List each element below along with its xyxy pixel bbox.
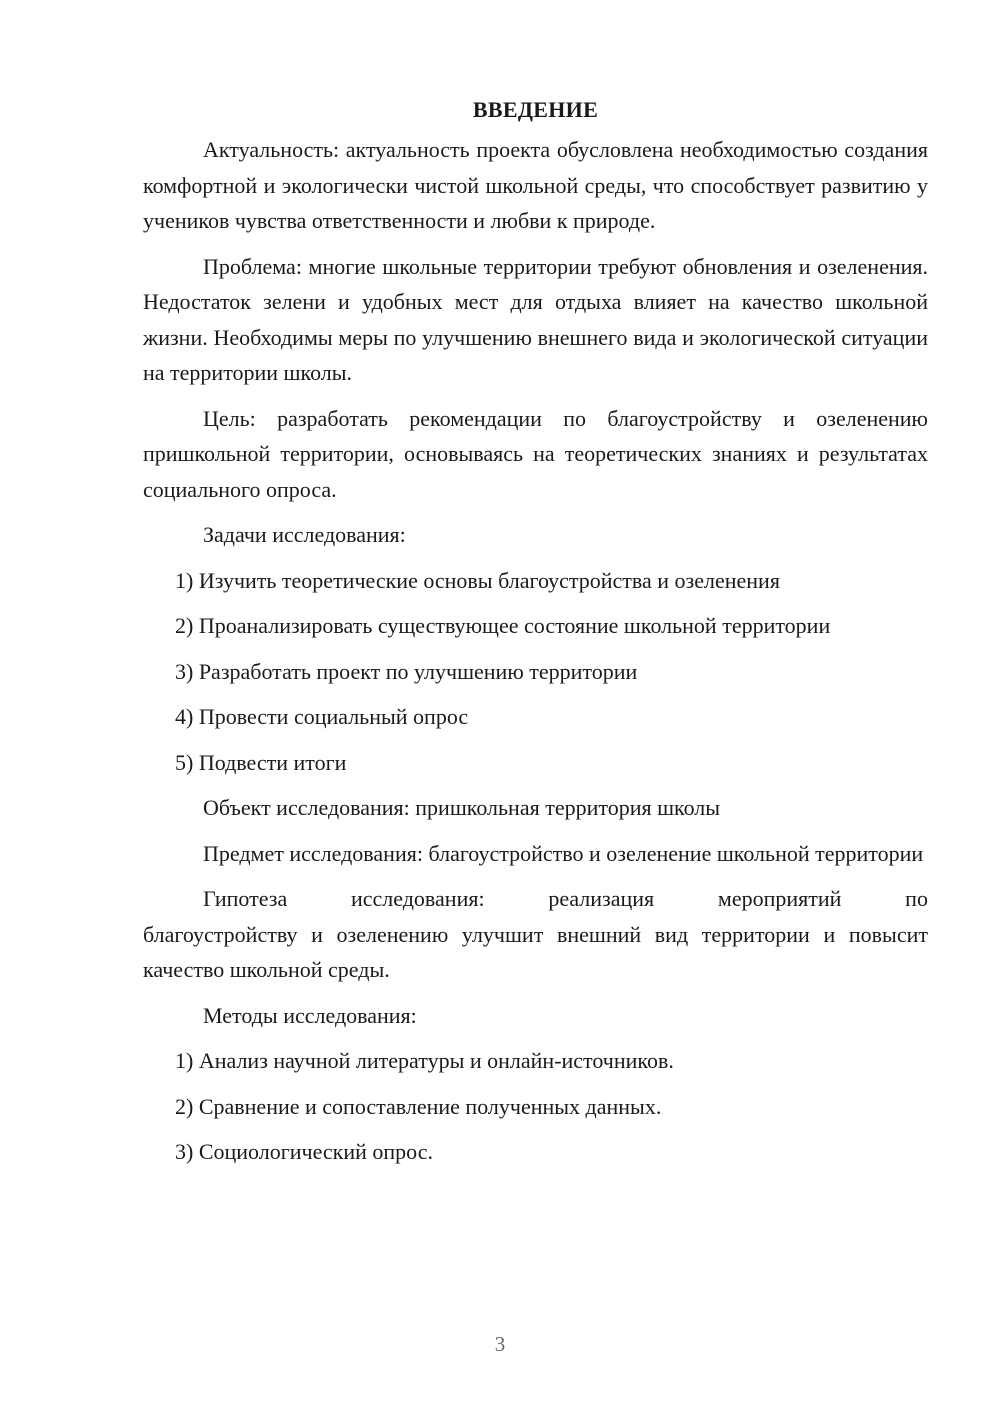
page-content — [143, 92, 928, 1180]
object-paragraph: Объект исследования: пришкольная территория школы — [203, 795, 721, 820]
tasks-label: Задачи исследования: — [203, 522, 406, 547]
methods-label: Методы исследования: — [203, 1002, 417, 1028]
hypothesis-first-line — [143, 881, 928, 917]
task-item: 2) Проанализировать существующее состояние школьной территории — [175, 613, 831, 638]
hypothesis-word: по — [905, 886, 928, 911]
methods-list — [143, 1043, 928, 1170]
relevance-paragraph: Актуальность: актуальность проекта обусловлена необходимостью создания комфортной и экологически чистой школьной среды, что способствует развитию у учеников чувства ответственности и любви к природе. — [143, 137, 928, 233]
method-item: 2) Сравнение и сопоставление полученных данных. — [175, 1093, 662, 1119]
task-item: 1) Изучить теоретические основы благоустройства и озеленения — [175, 567, 780, 593]
problem-paragraph: Проблема: многие школьные территории требуют обновления и озеленения. Недостаток зелени и удобных мест для отдыха влияет на качество школьной жизни. Необходимы меры по улучшению внешнего вида и экологической ситуации на территории школы. — [143, 253, 928, 385]
task-item: 5) Подвести итоги — [175, 749, 347, 775]
method-item: 3) Социологический опрос. — [175, 1139, 433, 1164]
hypothesis-rest: благоустройству и озеленению улучшит внешний вид территории и повысит качество школьной среды. — [143, 921, 928, 982]
tasks-list — [143, 563, 928, 781]
page-number: 3 — [494, 1332, 506, 1356]
subject-paragraph: Предмет исследования: благоустройство и озеленение школьной территории — [203, 840, 924, 866]
hypothesis-word: Гипотеза — [203, 886, 288, 911]
method-item: 1) Анализ научной литературы и онлайн-источников. — [175, 1048, 674, 1073]
hypothesis-word: реализация — [548, 886, 655, 911]
task-item: 3) Разработать проект по улучшению территории — [175, 658, 638, 684]
section-title: ВВЕДЕНИЕ — [472, 97, 599, 122]
hypothesis-word: мероприятий — [717, 886, 842, 911]
task-item: 4) Провести социальный опрос — [175, 704, 469, 729]
hypothesis-word: исследования: — [350, 886, 485, 911]
goal-paragraph: Цель: разработать рекомендации по благоустройству и озеленению пришкольной территории, основываясь на теоретических знаниях и результатах социального опроса. — [143, 405, 928, 502]
hypothesis-paragraph — [143, 881, 928, 988]
